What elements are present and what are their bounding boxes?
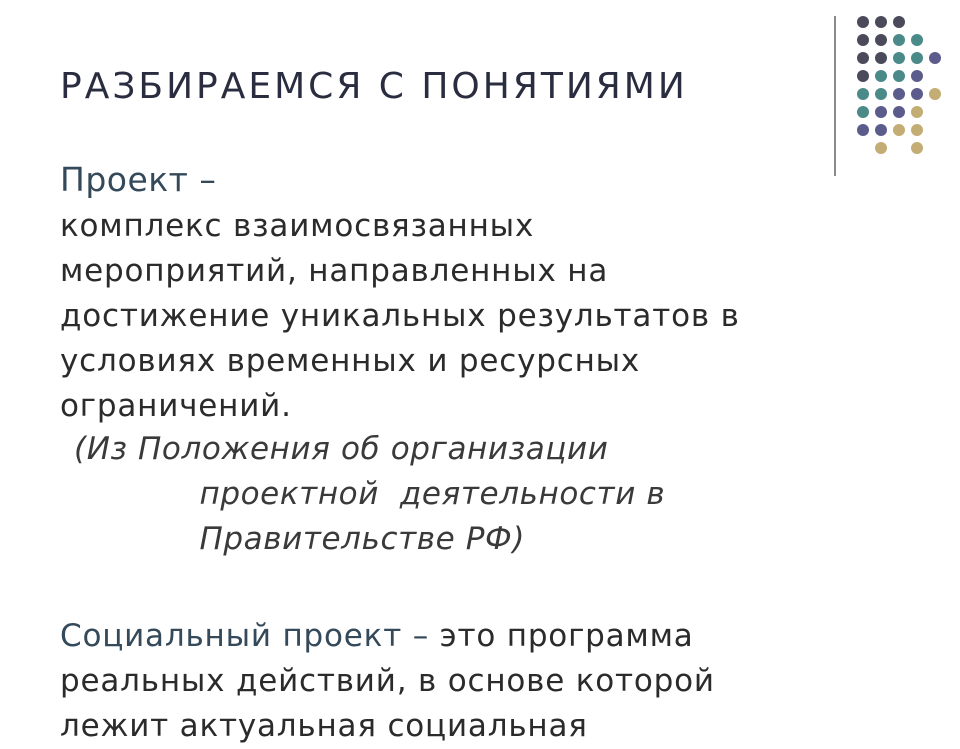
decorative-dot — [875, 52, 887, 64]
decorative-dot — [911, 106, 923, 118]
dot-grid-decoration — [0, 0, 960, 160]
decorative-dot — [857, 52, 869, 64]
decorative-dot — [875, 16, 887, 28]
term-project: Проект – — [60, 160, 217, 199]
definition-social-project: это программа реальных действий, в основе которой лежит актуальная социальная — [60, 618, 715, 744]
decorative-dot — [893, 34, 905, 46]
decorative-dot — [875, 70, 887, 82]
decorative-dot — [893, 106, 905, 118]
decorative-dot — [875, 106, 887, 118]
decorative-dot — [875, 88, 887, 100]
slide-body — [60, 158, 920, 749]
decorative-dot — [911, 70, 923, 82]
decorative-dot — [857, 124, 869, 136]
decorative-dot — [875, 34, 887, 46]
decorative-dot — [911, 124, 923, 136]
decorative-dot — [893, 88, 905, 100]
decorative-dot — [857, 70, 869, 82]
decorative-dot — [893, 16, 905, 28]
definition-project: комплекс взаимосвязанных мероприятий, направленных на достижение уникальных результатов в условиях временных и ресурсных ограничений. — [60, 208, 740, 424]
decorative-dot — [893, 70, 905, 82]
decorative-dot — [929, 52, 941, 64]
decorative-dot — [929, 88, 941, 100]
decorative-dot — [911, 52, 923, 64]
decorative-dot — [857, 16, 869, 28]
decorative-dot — [911, 142, 923, 154]
decorative-dot — [875, 142, 887, 154]
decorative-dot — [857, 88, 869, 100]
decorative-dot — [893, 52, 905, 64]
decorative-dot — [875, 124, 887, 136]
decorative-dot — [857, 106, 869, 118]
term-social-project: Социальный проект – — [60, 618, 430, 654]
decorative-dot — [911, 88, 923, 100]
decorative-dot — [893, 124, 905, 136]
decorative-dot — [911, 34, 923, 46]
source-citation: (Из Положения об организации проектной деятельности в Правительстве РФ) — [74, 431, 666, 557]
decorative-dot — [857, 34, 869, 46]
paragraph-social-project — [60, 614, 920, 749]
slide-title: РАЗБИРАЕМСЯ С ПОНЯТИЯМИ — [60, 66, 688, 107]
